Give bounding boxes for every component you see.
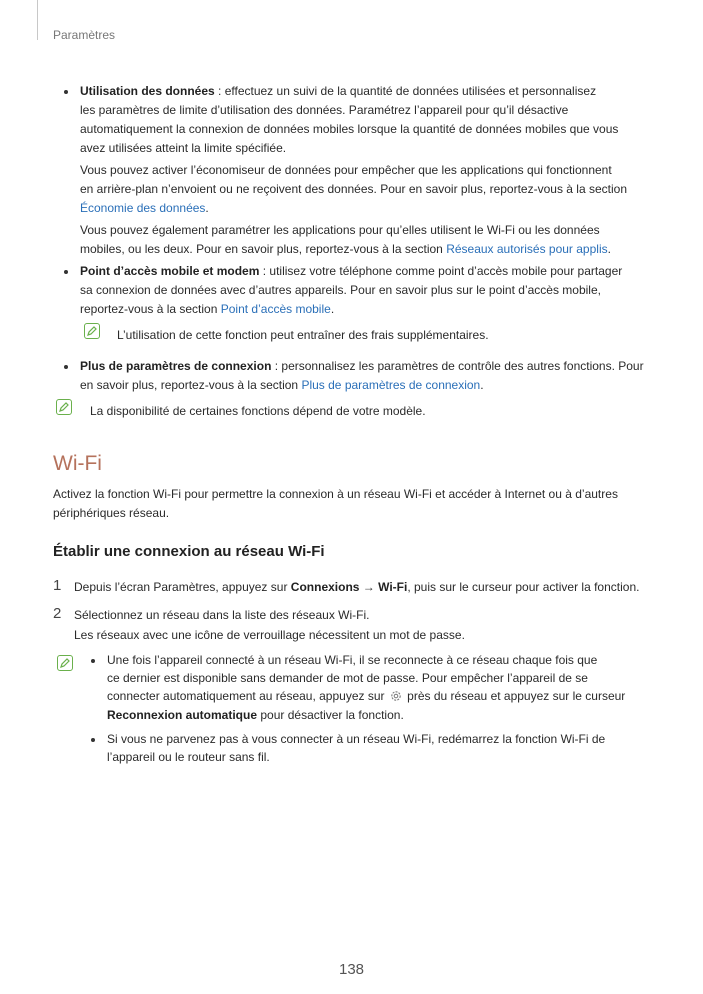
step2-line2: Les réseaux avec une icône de verrouillage nécessitent un mot de passe.: [74, 628, 465, 642]
text-line: sa connexion de données avec d’autres appareils. Pour en savoir plus sur le point d’accès mobile,: [80, 283, 601, 297]
wifi-intro-line: Activez la fonction Wi-Fi pour permettre la connexion à un réseau Wi-Fi et accéder à Internet ou à d’autres: [53, 487, 618, 501]
item-data-usage-line1: Utilisation des données : effectuez un suivi de la quantité de données utilisées et personnalisez: [80, 84, 597, 98]
step1-text: Depuis l’écran Paramètres, appuyez sur Connexions → Wi-Fi, puis sur le curseur pour activer la fonction.: [74, 580, 640, 594]
page-number: 138: [338, 961, 365, 978]
text-line: mobiles, ou les deux. Pour en savoir plus, reportez-vous à la section Réseaux autorisés pour applis.: [80, 242, 611, 256]
section-title-wifi: Wi-Fi: [53, 452, 102, 475]
step-number: 2: [53, 605, 62, 622]
note-line: connecter automatiquement au réseau, appuyez sur près du réseau et appuyez sur le curseur: [107, 689, 626, 703]
text-line: en savoir plus, reportez-vous à la section Plus de paramètres de connexion.: [80, 378, 484, 392]
bullet: [64, 365, 68, 369]
item-more-settings-line1: Plus de paramètres de connexion : personnalisez les paramètres de contrôle des autres fonctions. Pour: [80, 359, 644, 373]
note-icon: [57, 655, 73, 671]
note-model: La disponibilité de certaines fonctions dépend de votre modèle.: [90, 404, 426, 418]
bullet: [91, 738, 95, 742]
link-hotspot[interactable]: Point d’accès mobile: [220, 302, 331, 316]
note-charges: L’utilisation de cette fonction peut entraîner des frais supplémentaires.: [117, 328, 489, 342]
text-line: Vous pouvez également paramétrer les applications pour qu’elles utilisent le Wi-Fi ou les données: [80, 223, 600, 237]
bullet: [64, 270, 68, 274]
text-line: automatiquement la connexion de données mobiles lorsque la quantité de données mobiles que vous: [80, 122, 619, 136]
text-line: avez utilisées atteint la limite spécifiée.: [80, 141, 287, 155]
note-line: l’appareil ou le routeur sans fil.: [107, 750, 270, 764]
step2-line1: Sélectionnez un réseau dans la liste des réseaux Wi-Fi.: [74, 608, 370, 622]
wifi-intro-line: périphériques réseau.: [53, 506, 170, 520]
section-header: Paramètres: [53, 28, 116, 42]
text-line: Vous pouvez activer l’économiseur de données pour empêcher que les applications qui fonctionnent: [80, 163, 612, 177]
note-line: Reconnexion automatique pour désactiver la fonction.: [107, 708, 404, 722]
bullet: [91, 659, 95, 663]
note-line: ce dernier est disponible sans demander de mot de passe. Pour empêcher l’appareil de se: [107, 671, 588, 685]
note-line: Une fois l’appareil connecté à un réseau Wi-Fi, il se reconnecte à ce réseau chaque fois que: [107, 653, 598, 667]
text-line: reportez-vous à la section Point d’accès mobile.: [80, 302, 335, 316]
header-divider: [37, 0, 38, 40]
step-number: 1: [53, 577, 62, 594]
bullet: [64, 90, 68, 94]
note-line: Si vous ne parvenez pas à vous connecter à un réseau Wi-Fi, redémarrez la fonction Wi-Fi de: [107, 732, 606, 746]
note-icon: [84, 323, 100, 339]
term-hotspot: Point d’accès mobile et modem: [80, 264, 260, 278]
text-line: les paramètres de limite d’utilisation des données. Paramétrez l’appareil pour qu’il désactive: [80, 103, 569, 117]
item-hotspot-line1: Point d’accès mobile et modem : utilisez votre téléphone comme point d’accès mobile pour partager: [80, 264, 623, 278]
gear-icon: [390, 689, 402, 701]
link-allowed-networks[interactable]: Réseaux autorisés pour applis: [446, 242, 608, 256]
term-more-settings: Plus de paramètres de connexion: [80, 359, 272, 373]
text-line: Économie des données.: [80, 201, 209, 215]
subsection-title: Établir une connexion au réseau Wi-Fi: [53, 543, 325, 560]
text-line: en arrière-plan n’envoient ou ne reçoivent des données. Pour en savoir plus, reportez-vous à la section: [80, 182, 627, 196]
link-data-saver[interactable]: Économie des données: [80, 201, 206, 215]
link-more-settings[interactable]: Plus de paramètres de connexion: [301, 378, 481, 392]
term-data-usage: Utilisation des données: [80, 84, 215, 98]
note-icon: [56, 399, 72, 415]
